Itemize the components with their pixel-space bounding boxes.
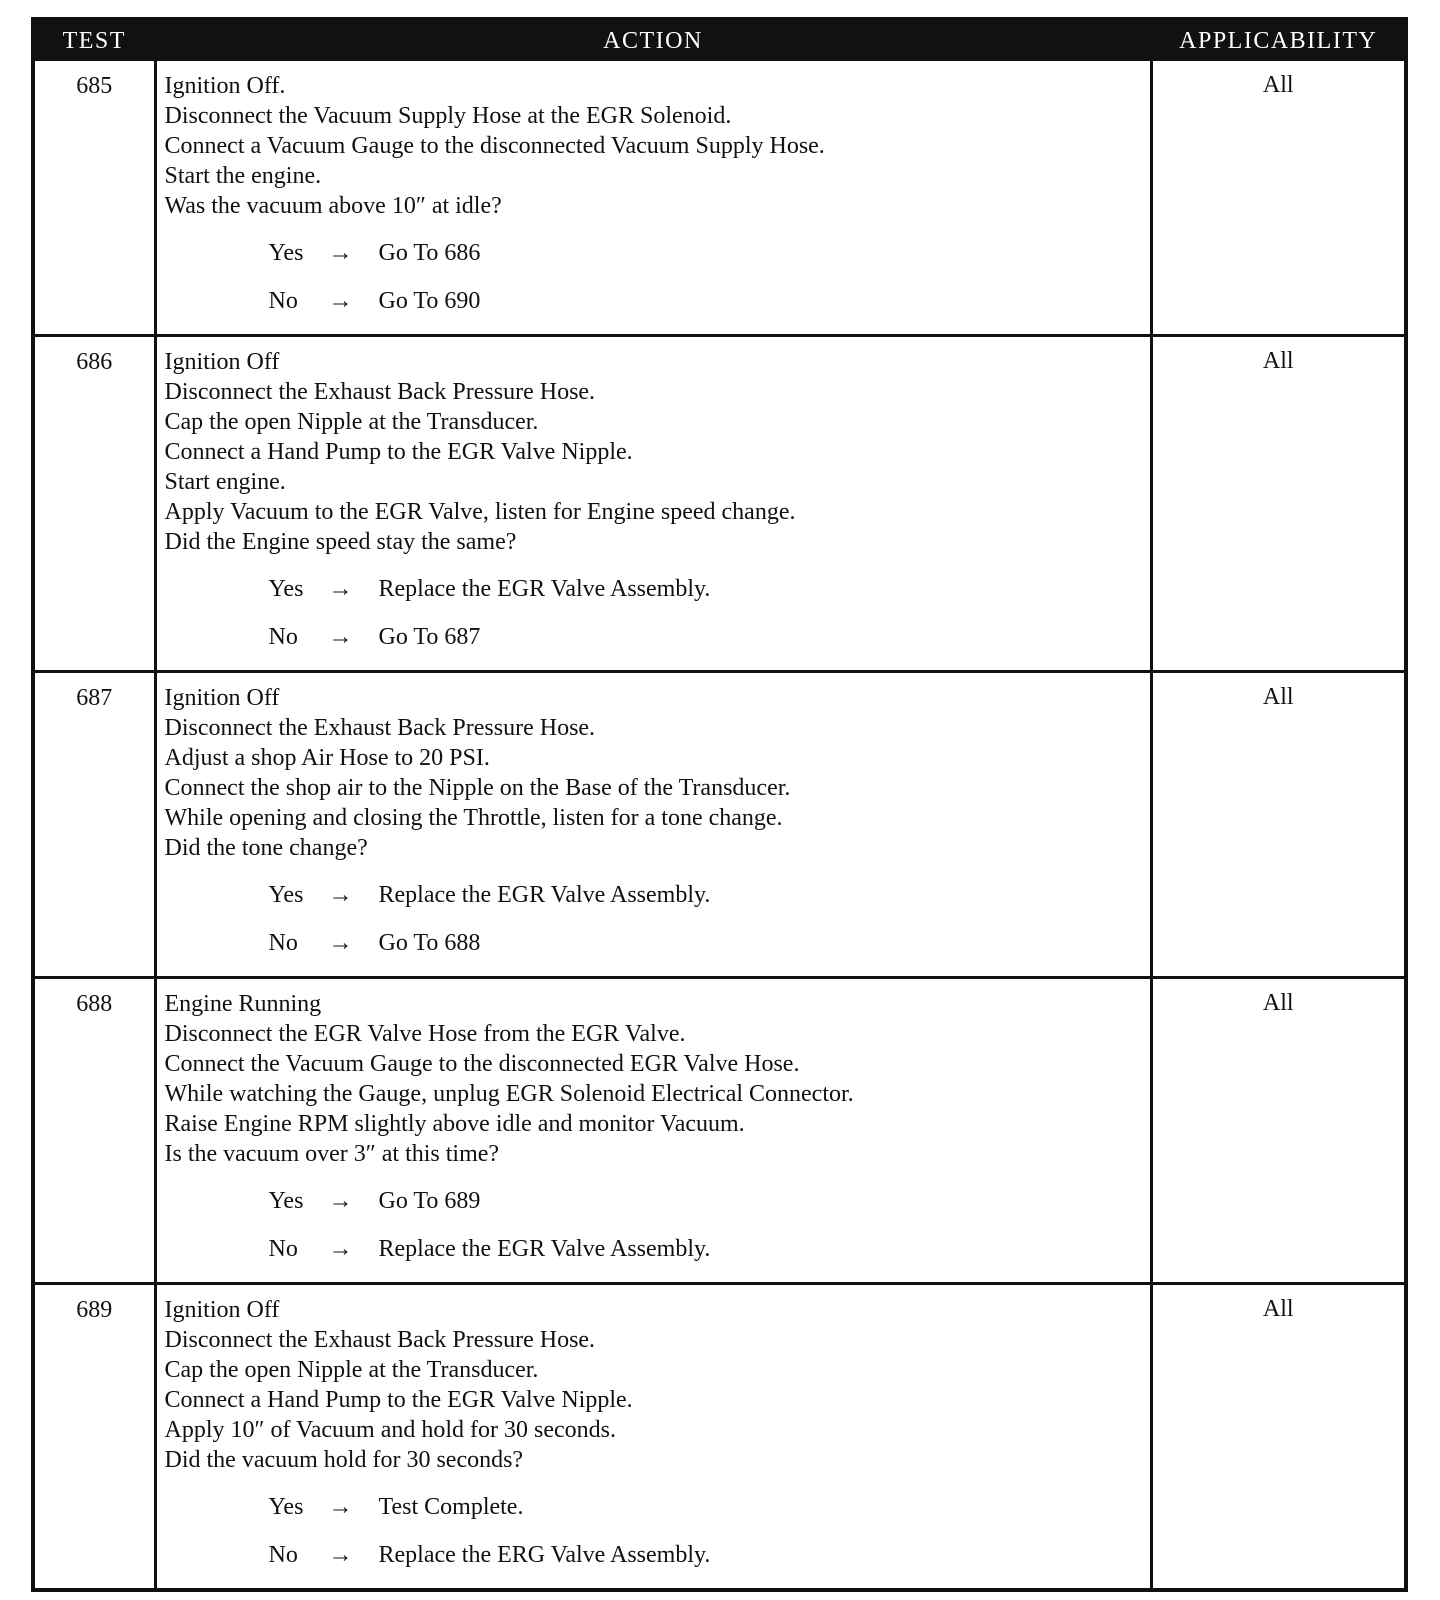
outcome-yes [165,1186,1142,1234]
arrow-icon: → [328,288,353,314]
diagnostic-test-table [31,17,1408,1592]
action-step: Ignition Off [164,685,280,711]
action-step: Start engine. [164,469,286,495]
action-step: Connect a Vacuum Gauge to the disconnected Vacuum Supply Hose. [164,133,825,159]
action-cell [155,336,1151,672]
arrow-icon: → [328,240,353,266]
table-row [33,672,1406,978]
applicability-cell: All [1151,1284,1406,1591]
outcome-yes-result: Go To 686 [378,240,481,266]
test-number: 689 [33,1284,155,1591]
outcome-yes-label: Yes [268,882,304,908]
arrow-icon: → [328,1188,353,1214]
outcome-no-label: No [268,930,298,956]
test-number: 686 [33,336,155,672]
action-step: Disconnect the Exhaust Back Pressure Hose. [164,715,596,741]
action-step: Did the Engine speed stay the same? [164,529,517,555]
outcome-yes [165,574,1142,622]
header-test: TEST [33,19,155,61]
header-action: ACTION [155,19,1151,61]
action-step: Cap the open Nipple at the Transducer. [164,1357,539,1383]
action-step: Raise Engine RPM slightly above idle and monitor Vacuum. [164,1111,745,1137]
header-applicability: APPLICABILITY [1151,19,1406,61]
action-step: Disconnect the EGR Valve Hose from the EGR Valve. [164,1021,686,1047]
action-step: Engine Running [164,991,322,1017]
outcome-yes-label: Yes [268,1494,304,1520]
outcome-no-result: Replace the EGR Valve Assembly. [378,1236,711,1262]
outcome-yes-result: Replace the EGR Valve Assembly. [378,882,711,908]
action-step: Did the tone change? [164,835,368,861]
outcome-list [165,1186,1142,1282]
action-step: Cap the open Nipple at the Transducer. [164,409,539,435]
outcome-no [165,928,1142,976]
outcome-list [165,238,1142,334]
action-step: Ignition Off [164,349,280,375]
action-step: Start the engine. [164,163,322,189]
action-step: Disconnect the Vacuum Supply Hose at the EGR Solenoid. [164,103,732,129]
applicability-cell: All [1151,978,1406,1284]
action-step: Disconnect the Exhaust Back Pressure Hose. [164,1327,596,1353]
action-step: Was the vacuum above 10″ at idle? [164,193,502,219]
arrow-icon: → [328,1542,353,1568]
outcome-no-label: No [268,288,298,314]
outcome-no-result: Go To 688 [378,930,481,956]
applicability-cell: All [1151,336,1406,672]
applicability-cell: All [1151,672,1406,978]
arrow-icon: → [328,930,353,956]
action-step: Apply Vacuum to the EGR Valve, listen for Engine speed change. [164,499,796,525]
outcome-yes [165,238,1142,286]
action-step: Connect a Hand Pump to the EGR Valve Nipple. [164,1387,633,1413]
outcome-yes-label: Yes [268,240,304,266]
action-step: Adjust a shop Air Hose to 20 PSI. [164,745,490,771]
test-number: 685 [33,61,155,336]
outcome-yes [165,1492,1142,1540]
arrow-icon: → [328,1236,353,1262]
outcome-no [165,622,1142,670]
table-row [33,1284,1406,1591]
outcome-list [165,880,1142,976]
action-cell [155,672,1151,978]
outcome-yes-result: Replace the EGR Valve Assembly. [378,576,711,602]
outcome-yes-label: Yes [268,1188,304,1214]
action-step: Did the vacuum hold for 30 seconds? [164,1447,524,1473]
test-number: 688 [33,978,155,1284]
outcome-no-label: No [268,1542,298,1568]
action-step: Connect the Vacuum Gauge to the disconnected EGR Valve Hose. [164,1051,800,1077]
outcome-no-result: Replace the ERG Valve Assembly. [378,1542,711,1568]
action-step: Connect the shop air to the Nipple on the Base of the Transducer. [164,775,791,801]
action-cell [155,61,1151,336]
outcome-no-result: Go To 690 [378,288,481,314]
action-cell [155,978,1151,1284]
outcome-no [165,1234,1142,1282]
action-step: Ignition Off [164,1297,280,1323]
table-row [33,61,1406,336]
table-body [33,61,1406,1590]
action-step: While watching the Gauge, unplug EGR Solenoid Electrical Connector. [164,1081,854,1107]
outcome-no-result: Go To 687 [378,624,481,650]
outcome-yes-result: Test Complete. [378,1494,524,1520]
table-row [33,336,1406,672]
outcome-no-label: No [268,624,298,650]
action-step: While opening and closing the Throttle, listen for a tone change. [164,805,783,831]
arrow-icon: → [328,576,353,602]
action-step: Apply 10″ of Vacuum and hold for 30 seconds. [164,1417,616,1443]
action-cell [155,1284,1151,1591]
arrow-icon: → [328,624,353,650]
action-step: Connect a Hand Pump to the EGR Valve Nipple. [164,439,633,465]
action-step: Is the vacuum over 3″ at this time? [164,1141,500,1167]
table-row [33,978,1406,1284]
outcome-list [165,574,1142,670]
header-row [33,19,1406,61]
outcome-no [165,286,1142,334]
table-header [33,19,1406,61]
outcome-yes-label: Yes [268,576,304,602]
test-number: 687 [33,672,155,978]
outcome-no [165,1540,1142,1588]
outcome-no-label: No [268,1236,298,1262]
action-step: Disconnect the Exhaust Back Pressure Hose. [164,379,596,405]
action-step: Ignition Off. [164,73,286,99]
outcome-list [165,1492,1142,1588]
arrow-icon: → [328,882,353,908]
outcome-yes [165,880,1142,928]
outcome-yes-result: Go To 689 [378,1188,481,1214]
arrow-icon: → [328,1494,353,1520]
applicability-cell: All [1151,61,1406,336]
